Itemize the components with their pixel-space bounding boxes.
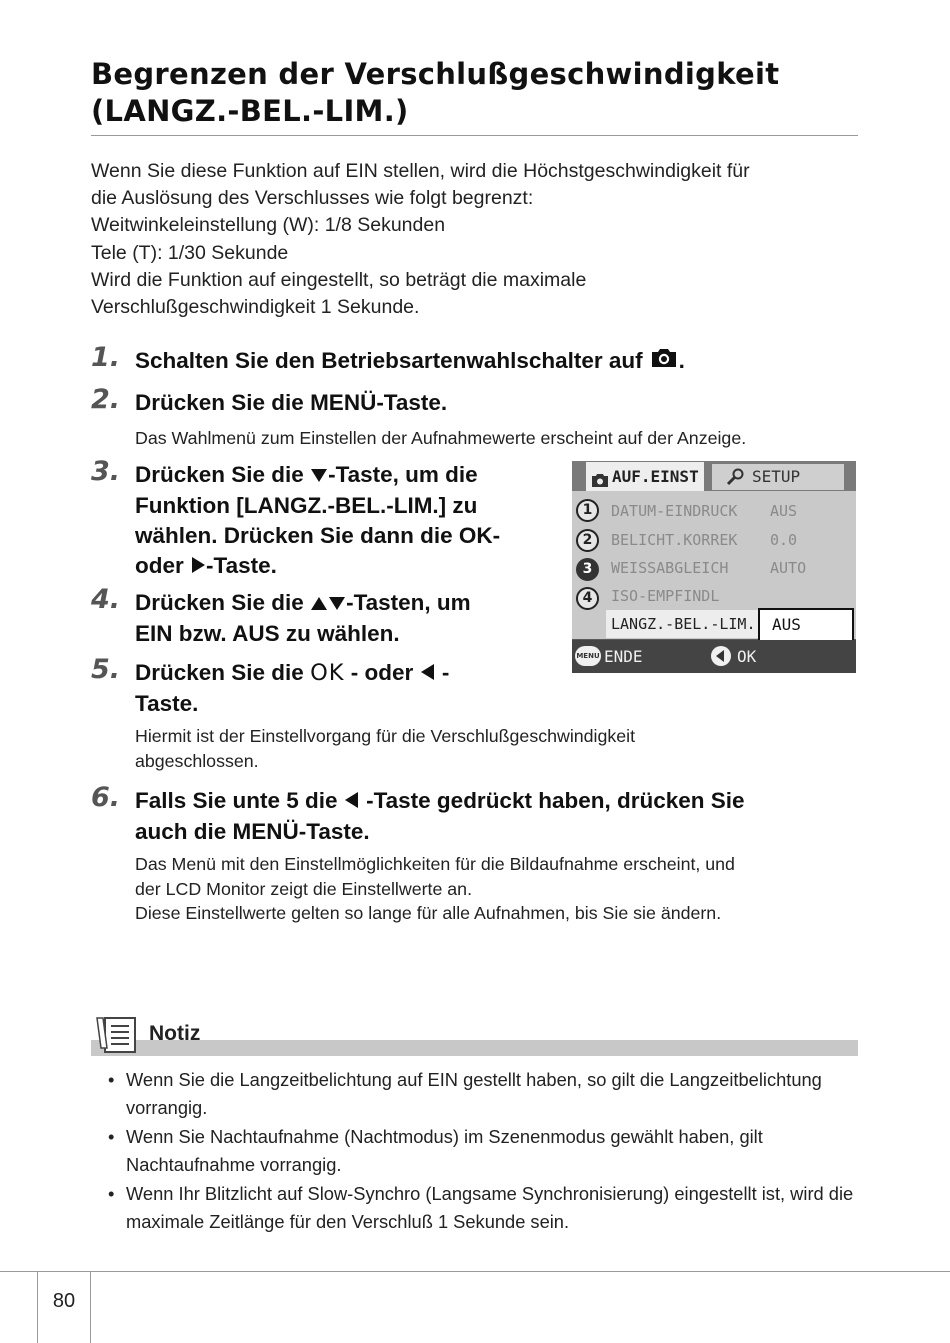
intro-line: Tele (T): 1/30 Sekunde xyxy=(91,241,289,264)
step-5-line-1c: - xyxy=(435,660,450,685)
menu-row-value: AUS xyxy=(770,502,798,520)
step-3-text xyxy=(135,460,500,582)
note-line: vorrangig. xyxy=(126,1096,208,1118)
step-6-line-2: auch die MENÜ-Taste. xyxy=(135,819,370,845)
step-3-line-3: wählen. Drücken Sie dann die OK- xyxy=(135,523,501,549)
note-header-bar xyxy=(91,1040,858,1056)
left-button-icon xyxy=(710,645,732,671)
ok-label: OK xyxy=(737,647,757,666)
step-5-desc-line: abgeschlossen. xyxy=(135,750,259,771)
step-5-line-1a: Drücken Sie die xyxy=(135,660,311,685)
ok-button-glyph: OK xyxy=(310,660,345,686)
row-number-4: 4 xyxy=(576,587,599,610)
menu-row-date-imprint xyxy=(606,497,850,525)
step-5-line-1b: - oder xyxy=(344,660,420,685)
menu-row-value: 0.0 xyxy=(770,531,798,549)
step-1-label: Schalten Sie den Betriebsartenwahlschalter auf xyxy=(135,348,643,373)
page-number: 80 xyxy=(52,1290,76,1312)
note-list xyxy=(108,1066,868,1237)
step-5-desc-line: Hiermit ist der Einstellvorgang für die Verschlußgeschwindigkeit xyxy=(135,726,636,746)
end-label: ENDE xyxy=(604,647,643,666)
note-item xyxy=(108,1180,868,1235)
menu-row-label: LANGZ.-BEL.-LIM. xyxy=(611,615,756,633)
menu-row-label: WEISSABGLEICH xyxy=(611,559,729,577)
left-arrow-icon xyxy=(420,659,436,689)
note-icon xyxy=(93,1016,143,1061)
tab-shooting-settings xyxy=(586,462,704,491)
menu-row-label: BELICHT.KORREK xyxy=(611,531,738,549)
step-6-text xyxy=(135,786,745,847)
tab-shooting-label: AUF.EINST xyxy=(612,467,699,486)
tab-setup xyxy=(712,464,844,490)
step-3-number: 3. xyxy=(91,456,121,487)
step-2-label: Drücken Sie die MENÜ-Taste. xyxy=(135,390,448,415)
menu-row-label: DATUM-EINDRUCK xyxy=(611,502,738,520)
step-5-description xyxy=(135,724,635,773)
intro-paragraph xyxy=(91,158,861,321)
note-line: Wenn Sie Nachtaufnahme (Nachtmodus) im Szenenmodus gewählt haben, gilt xyxy=(126,1126,763,1147)
step-3-line-1b: -Taste, um die xyxy=(328,462,478,487)
title-line-2: (LANGZ.-BEL.-LIM.) xyxy=(91,94,409,128)
step-3-line-2: Funktion [LANGZ.-BEL.-LIM.] zu xyxy=(135,493,478,519)
right-arrow-icon xyxy=(190,552,206,582)
camera-mode-icon xyxy=(643,346,679,378)
step-6-description xyxy=(135,852,735,926)
step-6-desc-line: Diese Einstellwerte gelten so lange für alle Aufnahmen, bis Sie sie ändern. xyxy=(135,903,722,923)
step-2-description xyxy=(135,426,746,451)
step-6-line-1a: Falls Sie unte 5 die xyxy=(135,788,344,813)
intro-line: Weitwinkeleinstellung (W): 1/8 Sekunden xyxy=(91,214,446,237)
menu-row-value: AUTO xyxy=(770,559,807,577)
step-2-text xyxy=(135,388,447,418)
note-item xyxy=(108,1066,868,1121)
step-3-line-4b: -Taste. xyxy=(206,553,277,579)
step-6-desc-line: der LCD Monitor zeigt die Einstellwerte an. xyxy=(135,878,473,899)
note-line: maximale Zeitlänge für den Verschluß 1 Sekunde sein. xyxy=(126,1210,570,1232)
title-line-1: Begrenzen der Verschlußgeschwindigkeit xyxy=(91,57,780,91)
step-4-line-1a: Drücken Sie die xyxy=(135,590,311,615)
step-1-suffix: . xyxy=(678,348,685,373)
footer-divider xyxy=(0,1271,950,1272)
bullet: • xyxy=(108,1126,115,1147)
down-arrow-icon xyxy=(310,461,328,491)
step-5-line-2: Taste. xyxy=(135,691,199,717)
menu-button-icon xyxy=(575,646,601,666)
note-item xyxy=(108,1123,868,1178)
title-divider xyxy=(91,135,858,136)
note-line: Wenn Ihr Blitzlicht auf Slow-Synchro (Langsame Synchronisierung) eingestellt ist, wird die xyxy=(126,1183,854,1204)
menu-list xyxy=(572,491,856,639)
intro-line: die Auslösung des Verschlusses wie folgt begrenzt: xyxy=(91,187,534,210)
menu-row-white-balance xyxy=(606,554,850,582)
menu-bottom-bar xyxy=(572,640,856,673)
step-2-desc-line: Das Wahlmenü zum Einstellen der Aufnahmewerte erscheint auf der Anzeige. xyxy=(135,428,747,448)
menu-row-exposure-comp xyxy=(606,526,850,554)
intro-line: Wird die Funktion auf eingestellt, so beträgt die maximale xyxy=(91,268,587,291)
note-line: Wenn Sie die Langzeitbelichtung auf EIN gestellt haben, so gilt die Langzeitbelichtung xyxy=(126,1069,822,1090)
row-number-2: 2 xyxy=(576,529,599,552)
row-number-3: 3 xyxy=(576,558,599,581)
note-title: Notiz xyxy=(149,1022,201,1045)
step-4-line-2: EIN bzw. AUS zu wählen. xyxy=(135,621,400,647)
step-4-line-1b: -Tasten, um xyxy=(346,590,471,615)
step-1-text xyxy=(135,346,685,378)
step-1-number: 1. xyxy=(91,342,121,373)
menu-row-iso xyxy=(606,582,850,610)
step-6-number: 6. xyxy=(91,782,121,813)
menu-tab-bar xyxy=(572,461,856,491)
step-4-text xyxy=(135,588,471,649)
step-2-number: 2. xyxy=(91,384,121,415)
bullet: • xyxy=(108,1069,115,1090)
step-5-number: 5. xyxy=(91,654,121,685)
footer-column-line xyxy=(90,1271,91,1343)
step-6-desc-line: Das Menü mit den Einstellmöglichkeiten für die Bildaufnahme erscheint, und xyxy=(135,854,735,874)
step-4-number: 4. xyxy=(91,584,121,615)
row-number-1: 1 xyxy=(576,499,599,522)
step-6-line-1b: -Taste gedrückt haben, drücken Sie xyxy=(359,788,745,813)
up-down-arrows-icon xyxy=(310,589,346,619)
popup-option-aus: AUS xyxy=(772,615,801,634)
bullet: • xyxy=(108,1183,115,1204)
step-5-text xyxy=(135,658,449,719)
menu-row-label: ISO-EMPFINDL xyxy=(611,587,720,605)
tab-setup-label: SETUP xyxy=(752,467,801,486)
intro-line: Wenn Sie diese Funktion auf EIN stellen, wird die Höchstgeschwindigkeit für xyxy=(91,160,750,182)
menu-button-label: MENU xyxy=(576,652,600,660)
intro-line: Verschlußgeschwindigkeit 1 Sekunde. xyxy=(91,296,420,319)
step-3-line-1a: Drücken Sie die xyxy=(135,462,311,487)
left-arrow-icon xyxy=(344,787,360,817)
camera-menu-screenshot xyxy=(572,461,856,673)
note-line: Nachtaufnahme vorrangig. xyxy=(126,1153,342,1175)
page-title xyxy=(91,56,861,130)
step-3-line-4a: oder xyxy=(135,553,191,579)
